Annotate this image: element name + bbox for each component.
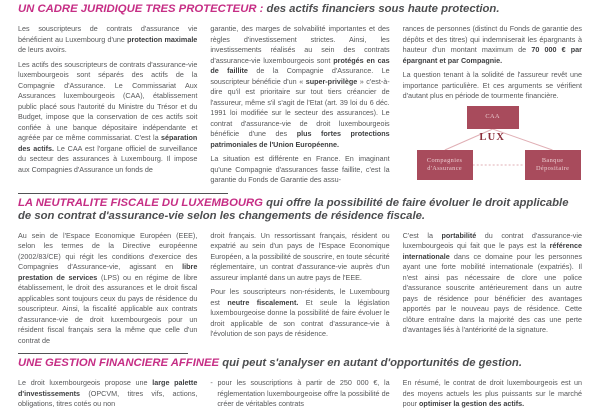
text-run: Au sein de l'Espace Economique Européen (EEE), selon les termes de la Directive européenne (2002/83/CE) qui régit les conditions d'exercice des Compagnies d'Assurance-vie, agissant en (18, 230, 198, 271)
diagram-node-banque: Banque Dépositaire (525, 150, 581, 180)
section-title (18, 197, 582, 223)
section-title-accent: UNE GESTION FINANCIERE AFFINEE (18, 357, 220, 369)
section-title-rest: qui offre la possibilité de faire évoluer le droit applicable de son contrat d'assurance-vie selon les changements de résidence fiscale. (18, 196, 569, 222)
text-column-3 (403, 231, 582, 351)
text-column-1 (18, 24, 197, 190)
paragraph (18, 60, 197, 176)
paragraph (18, 24, 197, 56)
text-run: Les souscripteurs de contrats d'assurance vie bénéficient au Luxembourg d'une (18, 24, 198, 44)
text-run: du contrat d'assurance-vie luxembourgeois qui fait que le pays est la (402, 230, 582, 250)
bold-text-run: neutre fiscalement. (227, 297, 299, 307)
bold-text-run: séparation des actifs. (18, 133, 198, 153)
text-column-3 (403, 24, 582, 190)
three-column-text (18, 378, 582, 414)
bold-text-run: optimiser la gestion des actifs. (419, 399, 525, 408)
bold-text-run: plus fortes protections patrimoniales de l'Union Européenne. (210, 129, 390, 149)
supervision-triangle-diagram (403, 106, 582, 182)
text-column-1 (18, 231, 197, 351)
text-column-2 (210, 378, 389, 414)
section-neutralite-fiscale (18, 197, 582, 351)
paragraph (403, 378, 582, 410)
text-run: dans ce domaine pour les personnes ayant une forte mobilité internationale (expatriés). Il n'est ainsi pas nécessaire de clore une police d'assurance souscrite antérieurement dans un autre pays de résidence pour bénéficier des avantages apportés par le nouveau pays de résidence. Cette clôture entraîne dans la majorité des cas une perte d'avantages liés à l'antériorité de la signature. (402, 251, 582, 334)
section-title-accent: LA NEUTRALITE FISCALE DU LUXEMBOURG (18, 196, 263, 209)
text-run: C'est la (402, 230, 442, 240)
column-paragraphs (403, 24, 582, 102)
text-column-1 (18, 378, 197, 414)
paragraph (403, 24, 582, 66)
paragraph (403, 70, 582, 102)
section-divider (18, 353, 188, 354)
text-run: (LPS) ou en régime de libre établissement, le droit des assurances et le droit fiscal applicables sont toujours ceux du pays de résidence du souscripteur. Ainsi, la fiscalité applicable aux contrats d'assurance-vie de droit luxembourgeois pour un résident fiscal français sera la même que celle d'un contrat de (18, 272, 198, 345)
bold-text-run: 70 000 € par épargnant et par Compagnie. (402, 45, 582, 65)
text-run: (OPCVM, titres vifs, actions, obligations, titres cotés ou non (18, 388, 198, 408)
paragraph (210, 24, 389, 150)
section-cadre-juridique (18, 3, 582, 190)
text-run: Le CAA est l'organe officiel de surveillance du secteur des assurances à Luxembourg. Il impose aux Compagnies d'Assurance un fonds de (18, 143, 198, 174)
paragraph (18, 231, 197, 347)
section-title-accent: UN CADRE JURIDIQUE TRES PROTECTEUR : (18, 3, 264, 15)
text-run: Les actifs des souscripteurs de contrats d'assurance-vie luxembourgeois sont séparés des actifs de la Compagnie d'Assurance. Le Commissariat Aux Assurances luxembourgeois (CAA), établissement public placé sous l'autorité du Ministre du Trésor et du Budget, impose que la conservation de ces actifs soit confiée à une banque dépositaire indépendante et agréée par ce même commissariat. C'est la (18, 59, 198, 142)
section-title-rest: qui peut s'analyser en autant d'opportunités de gestion. (219, 357, 522, 369)
text-run: Pour les souscripteurs non-résidents, le Luxembourg est (210, 287, 390, 307)
text-run: rances de personnes (distinct du Fonds de garantie des dépôts et des titres) qui indemniserait les épargnants à hauteur d'un montant maximum de (402, 24, 582, 54)
section-title (18, 3, 582, 16)
three-column-text (18, 24, 582, 190)
paragraph (210, 154, 389, 186)
diagram-node-compagnies: Compagnies d'Assurance (417, 150, 473, 180)
bold-text-run: référence internationale (402, 241, 582, 261)
bold-text-run: super-privilège (305, 76, 358, 86)
paragraph (210, 378, 389, 410)
section-gestion-financiere (18, 357, 582, 414)
text-column-2 (210, 231, 389, 351)
text-run: Et seule la législation luxembourgeoise donne la possibilité de faire évoluer le droit applicable de son contrat d'assurance-vie à l'évolution de son pays de résidence. (210, 297, 390, 338)
paragraph (210, 287, 389, 340)
diagram-node-caa: CAA (467, 106, 519, 129)
text-run: » c'est-à-dire qu'il est prioritaire sur tout tiers créancier de l'assureur, même s'il s'agit de l'Etat (art. 39 loi du 6 déc. 1991 loi modifiée sur le secteur des assurances). Le contrat d'assurance-vie de droit luxembourgeois bénéficie d'une des (210, 76, 390, 138)
paragraph (18, 378, 197, 410)
bold-text-run: protection maximale (127, 34, 198, 44)
section-title-rest: des actifs financiers sous haute protection. (263, 3, 500, 15)
text-run: La question tenant à la solidité de l'assureur revêt une importance particulière. Et ces arguments se vérifient d'autant plus en période de tourmente financière. (402, 70, 582, 100)
text-run: de leurs avoirs. (18, 45, 67, 54)
bold-text-run: libre prestation de services (18, 262, 198, 282)
text-run: de la Compagnie d'Assurance. Le souscripteur bénéficie d'un « (210, 66, 390, 86)
paragraph (403, 231, 582, 336)
text-column-3 (403, 378, 582, 414)
bold-text-run: portabilité (441, 230, 477, 240)
text-run: En résumé, le contrat de droit luxembourgeois est un des moyens actuels les plus puissants sur le marché pour (402, 378, 582, 408)
text-run: - pour les souscriptions à partir de 250 000 €, la réglementation luxembourgeoise offre la possibilité de créer de véritables contrats (210, 378, 390, 408)
diagram-center-label: LUX (479, 131, 506, 143)
bold-text-run: protégés en cas de faillite (210, 55, 390, 75)
paragraph (210, 231, 389, 284)
three-column-text (18, 231, 582, 351)
section-title (18, 357, 582, 370)
text-run: Le droit luxembourgeois propose une (18, 378, 153, 387)
text-run: La situation est différente en France. En imaginant qu'une Compagnie d'assurances fasse faillite, c'est la garantie du Fonds de Garantie des assu- (210, 154, 390, 184)
bold-text-run: large palette d'investissements (18, 378, 198, 398)
text-column-2 (210, 24, 389, 190)
text-run: droit français. Un ressortissant français, résident ou expatrié au sein d'un pays de l'Espace Economique Européen, a la possibilité de souscrire, en toute sécurité réglementaire, un contrat d'assurance-vie auprès d'un assureur implanté dans un autre pays de l'EEE. (210, 230, 390, 282)
text-run: garantie, des marges de solvabilité importantes et des règles d'investissement strictes. Ainsi, les investissements réalisés au sein des contrats d'assurance-vie luxembourgeois sont (210, 24, 390, 65)
section-divider (18, 193, 228, 194)
